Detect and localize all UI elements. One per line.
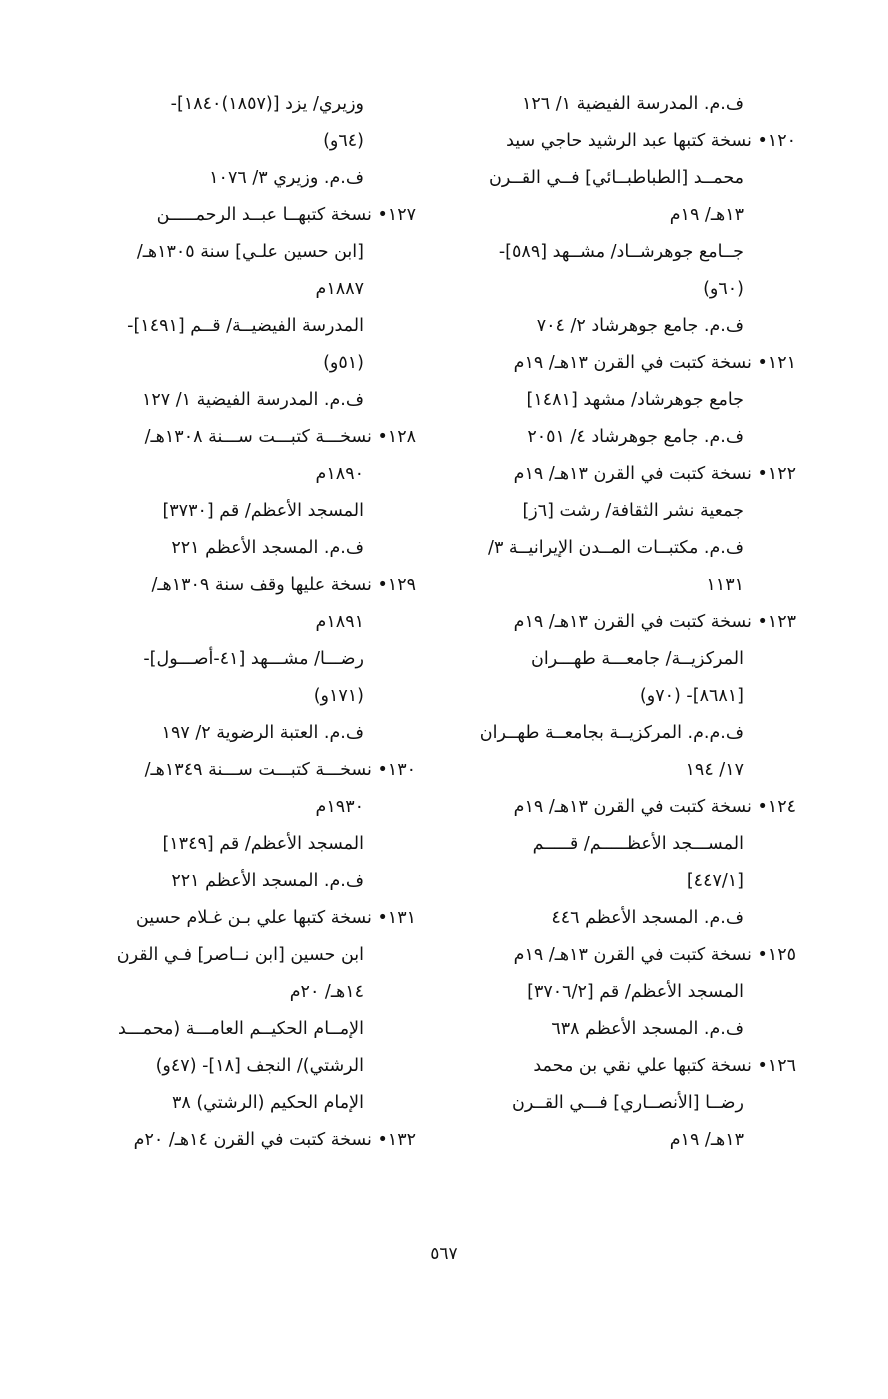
line: ف.م. جامع جوهرشاد ٢/ ٧٠٤ — [536, 316, 744, 336]
line: (٦٠و) — [703, 279, 744, 299]
entry-line: ١٣٢• نسخة كتبت في القرن ١٤هـ/ ٢٠م — [133, 1130, 416, 1150]
entry-line: ١٢٩• نسخة عليها وقف سنة ١٣٠٩هـ/ — [151, 575, 416, 595]
line: ف.م. المسجد الأعظم ٤٤٦ — [551, 908, 744, 928]
line: المســـجد الأعظـــــم/ قـــــم — [532, 834, 744, 854]
line: المدرسة الفيضيــة/ قــم [١٤٩١]- — [127, 316, 364, 336]
line: ١٩٣٠م — [315, 797, 364, 817]
line: جامع جوهرشاد/ مشهد [١٤٨١] — [526, 390, 744, 410]
line: [ابن حسين علـي] سنة ١٣٠٥هـ/ — [136, 242, 364, 262]
line: وزيري/ يزد [(١٨٥٧)١٨٤٠]- — [170, 94, 364, 114]
line: ١٧/ ١٩٤ — [685, 760, 744, 780]
entry-line: ١٢٨• نسخـــة كتبـــت ســـنة ١٣٠٨هـ/ — [144, 427, 416, 447]
line: ف.م. المسجد الأعظم ٢٢١ — [171, 871, 364, 891]
line: ف.م. المدرسة الفيضية ١/ ١٢٧ — [141, 390, 364, 410]
entry-line: ١٣٠• نسخـــة كتبـــت ســـنة ١٣٤٩هـ/ — [144, 760, 416, 780]
line: ف.م. المدرسة الفيضية ١/ ١٢٦ — [521, 94, 744, 114]
line: ف.م. مكتبــات المــدن الإيرانيــة ٣/ — [488, 538, 744, 558]
entry-line: ١٢٢• نسخة كتبت في القرن ١٣هـ/ ١٩م — [513, 464, 796, 484]
entry-line: ١٢٦• نسخة كتبها علي نقي بن محمد — [533, 1056, 796, 1076]
line: ١٨٩٠م — [315, 464, 364, 484]
line: المسجد الأعظم/ قم [٣٧٠٦/٢] — [527, 982, 744, 1002]
line: المسجد الأعظم/ قم [٣٧٣٠] — [162, 501, 364, 521]
entry-line: ١٣١• نسخة كتبها علي بـن غـلام حسين — [135, 908, 416, 928]
line: الإمام الحكيم (الرشتي) ٣٨ — [171, 1093, 364, 1113]
entry-line: ١٢٧• نسخة كتبهــا عبــد الرحمـــــن — [156, 205, 416, 225]
line: جمعية نشر الثقافة/ رشت [٦ز] — [522, 501, 744, 521]
line: رضـــا/ مشـــهد [٤١-أصـــول]- — [143, 649, 364, 669]
line: ف.م. العتبة الرضوية ٢/ ١٩٧ — [161, 723, 364, 743]
right-column — [464, 86, 796, 1159]
line: (٥١و) — [323, 353, 364, 373]
line: ف.م.م. المركزيــة بجامعــة طهــران — [479, 723, 744, 743]
line: المسجد الأعظم/ قم [١٣٤٩] — [162, 834, 364, 854]
line: محمــد [الطباطبــائي] فــي القــرن — [489, 168, 744, 188]
line: ف.م. جامع جوهرشاد ٤/ ٢٠٥١ — [527, 427, 744, 447]
line: ف.م. المسجد الأعظم ٦٣٨ — [551, 1019, 744, 1039]
entry-line: ١٢٥• نسخة كتبت في القرن ١٣هـ/ ١٩م — [513, 945, 796, 965]
line: ١٨٨٧م — [315, 279, 364, 299]
line: ١٣هـ/ ١٩م — [669, 205, 744, 225]
line: ف.م. وزيري ٣/ ١٠٧٦ — [209, 168, 364, 188]
line: ١٤هـ/ ٢٠م — [289, 982, 364, 1002]
line: الإمــام الحكيــم العامـــة (محمـــد — [118, 1019, 364, 1039]
line: ف.م. المسجد الأعظم ٢٢١ — [171, 538, 364, 558]
left-column — [82, 86, 416, 1159]
line: الرشتي)/ النجف [١٨]- (٤٧و) — [155, 1056, 364, 1076]
entry-line: ١٢٣• نسخة كتبت في القرن ١٣هـ/ ١٩م — [513, 612, 796, 632]
entry-line: ١٢٠• نسخة كتبها عبد الرشيد حاجي سيد — [506, 131, 796, 151]
entry-line: ١٢٤• نسخة كتبت في القرن ١٣هـ/ ١٩م — [513, 797, 796, 817]
line: جــامع جوهرشــاد/ مشــهد [٥٨٩]- — [498, 242, 744, 262]
page-number: ٥٦٧ — [430, 1244, 458, 1264]
entry-line: ١٢١• نسخة كتبت في القرن ١٣هـ/ ١٩م — [513, 353, 796, 373]
line: المركزيــة/ جامعـــة طهـــران — [531, 649, 744, 669]
line: ١١٣١ — [706, 575, 744, 595]
line: (١٧١و) — [313, 686, 364, 706]
line: [٤٤٧/١] — [686, 871, 744, 891]
line: ١٣هـ/ ١٩م — [669, 1130, 744, 1150]
line: [٨٦٨١]- (٧٠و) — [639, 686, 744, 706]
line: ابن حسين [ابن نــاصر] فـي القرن — [116, 945, 364, 965]
line: (٦٤و) — [323, 131, 364, 151]
line: رضــا [الأنصــاري] فـــي القــرن — [511, 1093, 744, 1113]
line: ١٨٩١م — [315, 612, 364, 632]
